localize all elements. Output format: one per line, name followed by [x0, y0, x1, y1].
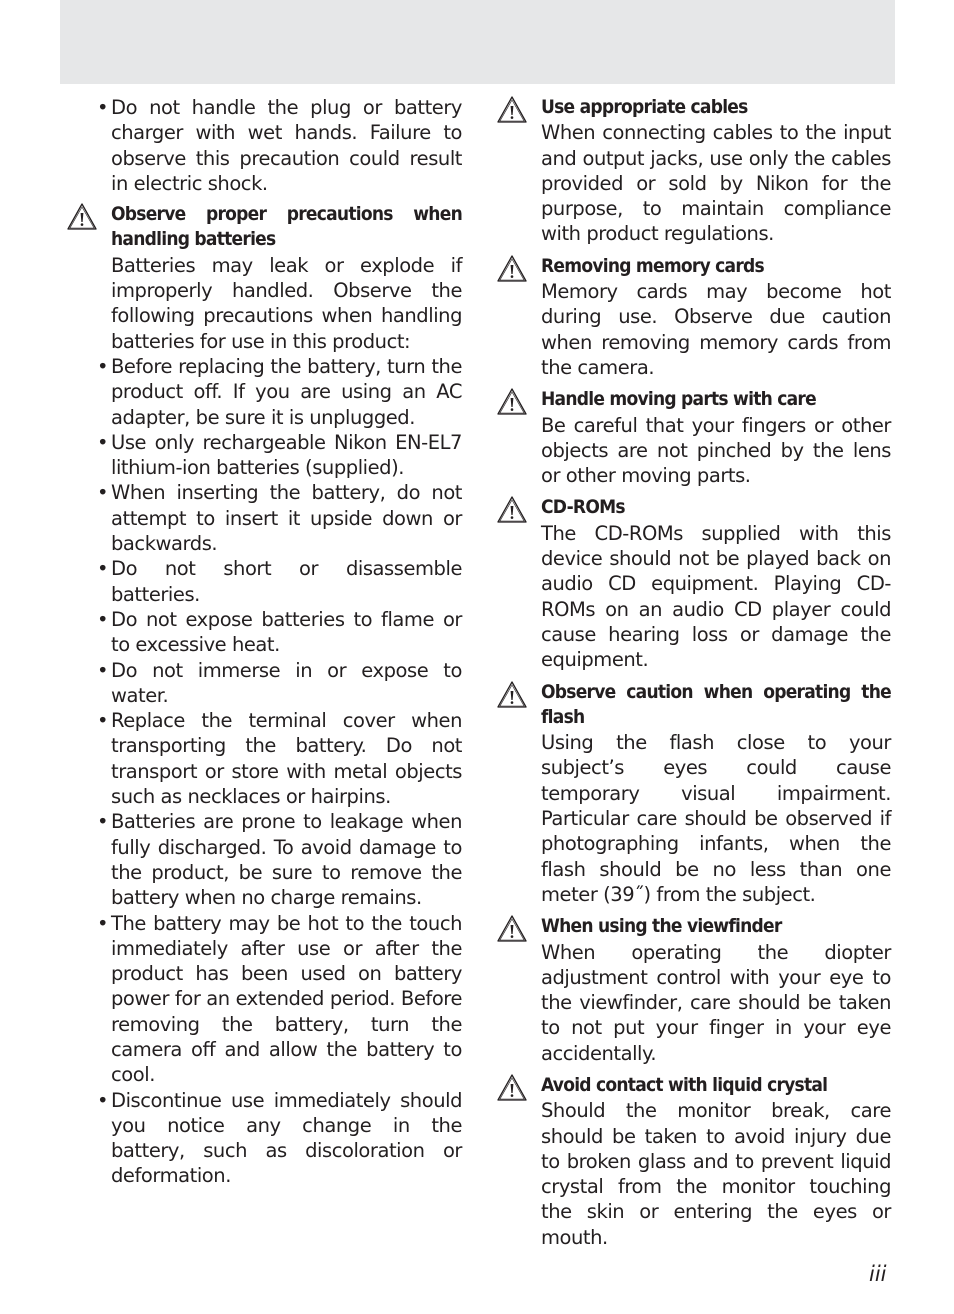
- warning-triangle-icon: [496, 680, 528, 710]
- bullet-glyph: •: [97, 658, 109, 682]
- warning-triangle-icon: [496, 1073, 528, 1103]
- bullet-glyph: •: [97, 709, 109, 733]
- bullet-glyph: •: [97, 96, 109, 119]
- header-bar: [60, 0, 895, 84]
- list-item: [66, 809, 462, 910]
- list-item: [66, 911, 462, 1088]
- list-item-text: When inserting the battery, do not attempt to insert it upside down or backwards.: [111, 481, 462, 556]
- warning-triangle-icon: [496, 254, 528, 284]
- right-column: [496, 95, 891, 1257]
- bullet-glyph: •: [97, 481, 109, 505]
- section-title: Removing memory cards: [541, 254, 764, 277]
- warning-section: [496, 495, 891, 672]
- bullet-glyph: •: [97, 557, 109, 581]
- list-item: [66, 1088, 462, 1189]
- section-title: Observe caution when operating the flash: [541, 680, 891, 728]
- section-title: Handle moving parts with care: [541, 388, 816, 411]
- section-title: CD-ROMs: [541, 496, 625, 519]
- warning-section: [496, 680, 891, 908]
- section-title: Observe proper precautions when handling batteries: [111, 203, 462, 251]
- bullet-glyph: •: [97, 430, 109, 454]
- warning-section: [496, 254, 891, 380]
- left-column: [66, 95, 462, 1189]
- section-title: Use appropriate cables: [541, 96, 748, 118]
- list-item-text: Use only rechargeable Nikon EN-EL7 lithium-ion batteries (supplied).: [111, 430, 462, 480]
- list-item-text: Discontinue use immediately should you notice any change in the battery, such as discoloration or deformation.: [111, 1088, 462, 1188]
- warning-section: [496, 95, 891, 247]
- list-item-text: Do not immerse in or expose to water.: [111, 658, 462, 707]
- page-number: iii: [869, 1262, 887, 1286]
- list-item: [66, 480, 462, 556]
- section-title: When using the viewfinder: [541, 915, 782, 938]
- warning-triangle-icon: [496, 387, 528, 417]
- section-title: Avoid contact with liquid crystal: [541, 1073, 828, 1096]
- section-body: Using the flash close to your subject’s eyes could cause temporary visual impairment. Particular care should be observed if photographing infants, when the flash should be no less than one meter (39˝) from the subject.: [541, 731, 891, 906]
- section-body: Be careful that your fingers or other objects are not pinched by the lens or other moving parts.: [541, 413, 891, 488]
- list-item: [66, 708, 462, 809]
- list-item: [66, 354, 462, 430]
- list-item-text: Replace the terminal cover when transporting the battery. Do not transport or store with metal objects such as necklaces or hairpins.: [111, 709, 462, 809]
- battery-warning-section: [66, 202, 462, 354]
- section-body: The CD-ROMs supplied with this device should not be played back on audio CD equipment. Playing CD-ROMs on an audio CD player could cause hearing loss or damage the equipment.: [541, 521, 891, 672]
- warning-section: [496, 1073, 891, 1250]
- list-item-text: Do not short or disassemble batteries.: [111, 557, 462, 606]
- section-body: Should the monitor break, care should be taken to avoid injury due to broken glass and to prevent liquid crystal from the monitor touching the skin or entering the eyes or mouth.: [541, 1099, 891, 1249]
- section-body: When connecting cables to the input and output jacks, use only the cables provided or sold by Nikon for the purpose, to maintain compliance with product regulations.: [541, 121, 891, 246]
- bullet-glyph: •: [97, 911, 109, 935]
- list-item: [66, 95, 462, 196]
- list-item-text: Do not expose batteries to flame or to excessive heat.: [111, 607, 462, 657]
- bullet-glyph: •: [97, 810, 109, 834]
- warning-triangle-icon: [496, 95, 528, 125]
- list-item-text: Batteries are prone to leakage when fully discharged. To avoid damage to the product, be sure to remove the battery when no charge remains.: [111, 810, 462, 910]
- section-body: Memory cards may become hot during use. Observe due caution when removing memory cards from the camera.: [541, 280, 891, 379]
- warning-section: [496, 914, 891, 1066]
- bullet-glyph: •: [97, 1088, 109, 1112]
- section-body: When operating the diopter adjustment control with your eye to the viewfinder, care should be taken to not put your finger in your eye accidentally.: [541, 940, 891, 1065]
- list-item: [66, 430, 462, 481]
- list-item: [66, 556, 462, 607]
- list-item-text: The battery may be hot to the touch immediately after use or after the product has been used on battery power for an extended period. Before removing the battery, turn the camera off and allow the battery to cool.: [111, 911, 462, 1087]
- warning-triangle-icon: [496, 914, 528, 944]
- warning-triangle-icon: [66, 202, 98, 232]
- warning-triangle-icon: [496, 495, 528, 525]
- list-item: [66, 658, 462, 709]
- bullet-glyph: •: [97, 354, 109, 378]
- warning-section: [496, 387, 891, 488]
- section-body: Batteries may leak or explode if improperly handled. Observe the following precautions when handling batteries for use in this product:: [111, 253, 462, 353]
- list-item: [66, 607, 462, 658]
- list-item-text: Do not handle the plug or battery charger with wet hands. Failure to observe this precaution could result in electric shock.: [111, 96, 462, 195]
- battery-precautions-list: [66, 354, 462, 1189]
- bullet-glyph: •: [97, 607, 109, 631]
- list-item-text: Before replacing the battery, turn the product off. If you are using an AC adapter, be sure it is unplugged.: [111, 354, 462, 429]
